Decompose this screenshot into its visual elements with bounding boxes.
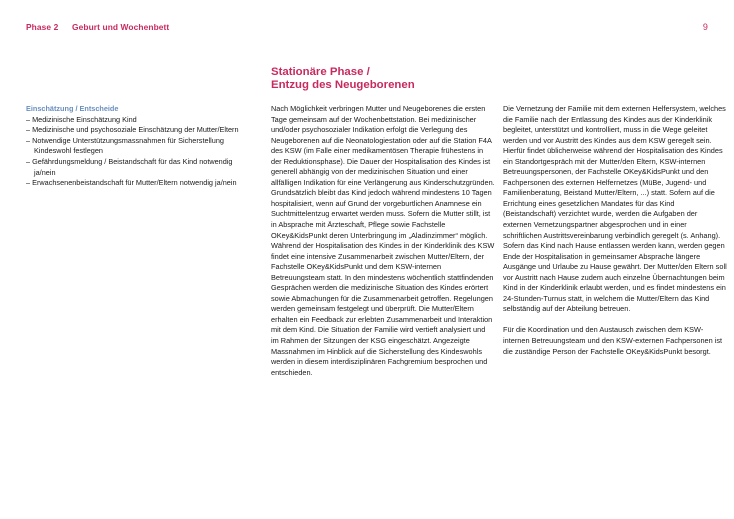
sidebar-item: – Notwendige Unterstützungsmassnahmen für Sicherstellung Kindeswohl festlegen <box>26 136 246 157</box>
header-chapter: Geburt und Wochenbett <box>72 22 170 32</box>
header-phase: Phase 2 <box>26 22 59 32</box>
sidebar-checklist <box>26 104 246 189</box>
body-column-left <box>271 104 495 378</box>
sidebar-item: – Medizinische Einschätzung Kind <box>26 115 246 126</box>
page-number: 9 <box>702 22 708 32</box>
body-paragraph: Nach Möglichkeit verbringen Mutter und Neugeborenes die ersten Tage gemeinsam auf der Wochenbettstation. Bei medizinischer und/oder psychosozialer Indikation erfolgt die Verlegung des Neugeborenen auf die Neonatologiestation oder auf die Station F4A des KSW (im Falle einer medikamentösen Therapie frühestens in der Reduktionsphase). Die Dauer der Hospitalisation des Kindes ist generell abhängig von der medizinischen Situation und einer allfälligen Indikation für eine Verlängerung aus Kinderschutzgründen. Grundsätzlich bleibt das Kind jedoch während mindestens 10 Tagen hospitalisiert, wenn auf Grund der vorgeburtlichen Anamnese ein Suchtmittelentzug erwartet werden muss. Sofern die Mutter stillt, ist in Absprache mit Ärzteschaft, Pflege sowie Fachstelle OKey&KidsPunkt deren Unterbringung im „Aladinzimmer“ möglich. Während der Hospitalisation des Kindes in der Kinderklinik des KSW findet eine intensive Zusammenarbeit zwischen Mutter/Eltern, der Fachstelle OKey&KidsPunkt und dem KSW-internen Betreuungsteam statt. In den mindestens wöchentlich stattfindenden Gesprächen werden die medizinische Situation des Kindes erörtert sowie Abmachungen für die Zusammenarbeit getroffen. Regelungen werden gemeinsam festgelegt und überprüft. Die Mutter/Eltern erhalten ein Feedback zur erlebten Zusammenarbeit und Interaktion mit dem Kind. Die Situation der Familie wird vertieft analysiert und im Rahmen der Sitzungen der KSG eingeschätzt. Angezeigte Massnahmen im Hinblick auf die Sicherstellung des Kindeswohls werden in diesem interdisziplinären Fachgremium besprochen und entschieden. <box>271 104 495 377</box>
running-header <box>26 22 708 36</box>
body-column-right <box>503 104 727 357</box>
sidebar-item: – Erwachsenenbeistandschaft für Mutter/Eltern notwendig ja/nein <box>26 178 246 189</box>
sidebar-item: – Medizinische und psychosoziale Einschätzung der Mutter/Eltern <box>26 125 246 136</box>
section-title <box>271 66 491 91</box>
body-paragraph: Für die Koordination und den Austausch zwischen dem KSW-internen Betreuungsteam und den KSW-externen Fachpersonen ist die zuständige Person der Fachstelle OKey&KidsPunkt besorgt. <box>503 325 723 356</box>
body-paragraph: Die Vernetzung der Familie mit dem externen Helfersystem, welches die Familie nach der Entlassung des Kindes aus der Kinderklinik begleitet, unterstützt und kontrolliert, muss in die Wege geleitet werden und vor Austritt des Kindes aus dem KSW geregelt sein. Hierfür findet üblicherweise während der Hospitalisation des Kindes ein Standortgespräch mit der Mutter/den Eltern, KSW-internen Betreuungspersonen, der Fachstelle OKey&KidsPunkt und den Fachpersonen des externen Helfernetzes (MüBe, Jugend- und Familienberatung, Beistand Mutter/Eltern, ...) statt. Sofern auf die Errichtung eines gesetzlichen Mandates für das Kind (Beistandschaft) verzichtet wurde, werden die Aufgaben der externen Vernetzungspartner abgesprochen und in einer schriftlichen Austrittsvereinbarung verbindlich geregelt (s. Anhang). Sofern das Kind nach Hause entlassen werden kann, werden gegen Ende der Hospitalisation in gemeinsamer Absprache längere Ausgänge und Urlaube zu Hause gewährt. Der Mutter/den Eltern soll vor Austritt nach Hause zudem auch einzelne Übernachtungen beim Kind in der Kinderklinik erlaubt werden, und es findet mindestens ein 24-Stunden-Turnus statt, in welchem die Mutter/Eltern das Kind selbständig auf der Abteilung betreuen. <box>503 104 727 314</box>
section-title-line-1: Stationäre Phase / <box>271 66 370 78</box>
sidebar-item: – Gefährdungsmeldung / Beistandschaft für das Kind notwendig ja/nein <box>26 157 246 178</box>
sidebar-heading: Einschätzung / Entscheide <box>26 104 119 113</box>
section-title-line-2: Entzug des Neugeborenen <box>271 78 415 91</box>
